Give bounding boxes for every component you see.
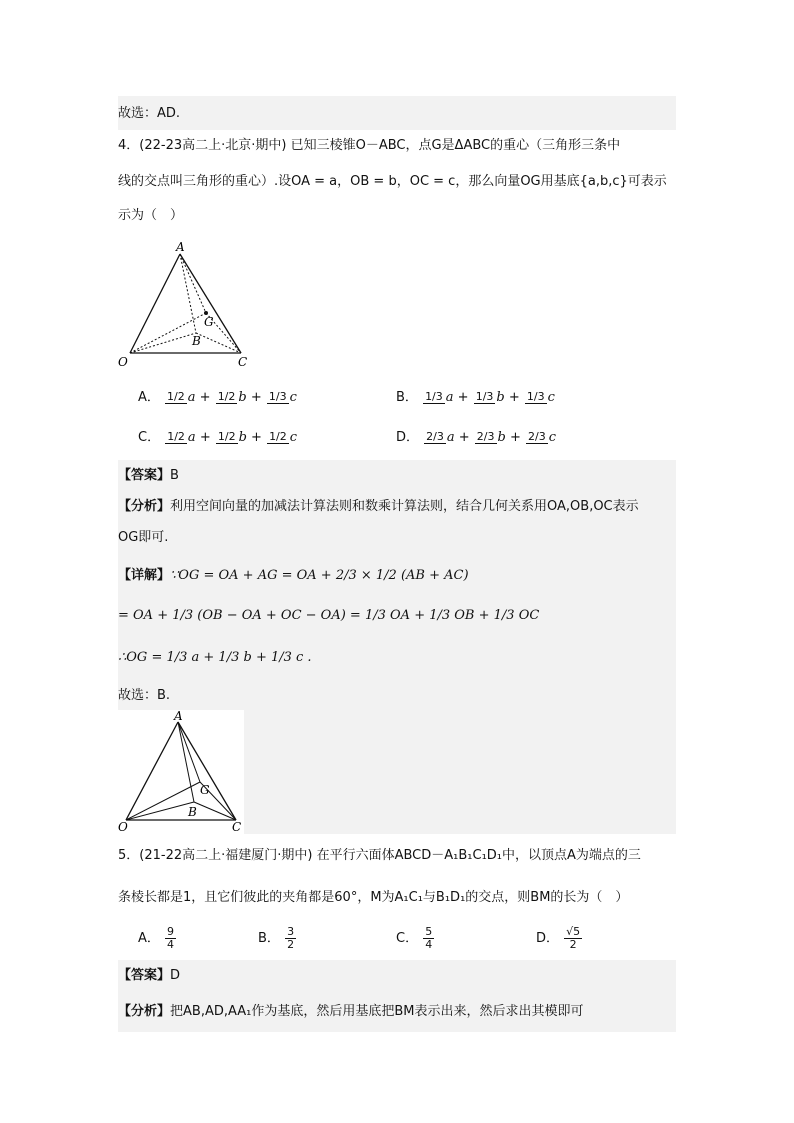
label-O: O — [118, 820, 128, 834]
prev-answer: 故选：AD. — [118, 106, 181, 121]
numerator: √5 — [566, 925, 581, 938]
analysis-tag: 【分析】 — [118, 499, 171, 514]
label-A: A — [174, 710, 183, 723]
q5-analysis-line1 — [118, 1002, 678, 1022]
answer-tag: 【答案】 — [118, 968, 171, 983]
coef: 1/2 — [217, 430, 236, 443]
option-label: A． — [138, 390, 160, 405]
coef: 1/2 — [217, 390, 236, 403]
q4-answer-line — [118, 466, 678, 486]
q5-option-c[interactable] — [396, 926, 435, 951]
coef: 1/3 — [425, 390, 443, 403]
option-label: B． — [396, 390, 418, 405]
q4-line2: 线的交点叫三角形的重心）.设OA = a，OB = b，OC = c，那么向量OG用基底{a,b,c}可表示 — [118, 174, 667, 189]
q5-answer-line — [118, 966, 678, 986]
q5-line2: 条棱长都是1，且它们彼此的夹角都是60°，M为A₁C₁与B₁D₁的交点，则BM的长为（ ） — [118, 890, 629, 905]
numerator: 3 — [287, 925, 295, 938]
q4-analysis-line2: OG即可. — [118, 530, 169, 545]
detail-formula: ∵OG = OA + AG = OA + 2/3 × 1/2 (AB + AC) — [170, 568, 469, 583]
label-B: B — [192, 334, 201, 348]
label-B: B — [188, 805, 197, 819]
q4-conclusion: 故选：B. — [118, 688, 171, 703]
denominator: 4 — [167, 938, 175, 951]
q4-solution-figure — [118, 710, 244, 834]
label-A: A — [176, 240, 185, 254]
coef: 1/2 — [269, 430, 287, 443]
answer-value: D — [170, 968, 181, 983]
q5-option-b[interactable] — [258, 926, 297, 951]
label-G: G — [204, 315, 214, 329]
coef: 2/3 — [528, 430, 546, 443]
denominator: 2 — [287, 938, 295, 951]
answer-tag: 【答案】 — [118, 468, 171, 483]
label-G: G — [200, 783, 210, 797]
coef: 1/2 — [167, 430, 185, 443]
q4-option-d[interactable]: D． 2/3 a + 2/3 b + 2/3 c — [396, 430, 556, 445]
coef: 1/3 — [475, 390, 494, 403]
option-label: A． — [138, 931, 160, 946]
option-label: C． — [138, 430, 161, 445]
coef: 1/3 — [526, 390, 545, 403]
q4-option-b[interactable]: B． 1/3 a + 1/3 b + 1/3 c — [396, 390, 555, 405]
q4-option-c[interactable]: C． 1/2 a + 1/2 b + 1/2 c — [138, 430, 298, 445]
option-label: C． — [396, 931, 419, 946]
analysis-tag: 【分析】 — [118, 1004, 171, 1019]
q4-detail-line1 — [118, 566, 678, 586]
option-label: D． — [536, 931, 560, 946]
answer-value: B — [170, 468, 179, 483]
q4-analysis-line1 — [118, 497, 678, 517]
label-C: C — [238, 355, 248, 368]
q5-option-a[interactable] — [138, 926, 177, 951]
analysis-text: 利用空间向量的加减法计算法则和数乘计算法则，结合几何关系用OA,OB,OC表示 — [170, 499, 639, 514]
q4-detail-line2: = OA + 1/3 (OB − OA + OC − OA) = 1/3 OA + 1/3 OB + 1/3 OC — [118, 608, 540, 623]
analysis-text: 把AB,AD,AA₁作为基底，然后用基底把BM表示出来，然后求出其模即可 — [170, 1004, 584, 1019]
q4-line3: 示为（ ） — [118, 208, 184, 223]
coef: 2/3 — [476, 430, 495, 443]
coef: 2/3 — [426, 430, 444, 443]
q4-header: 4．(22-23高二上·北京·期中) 已知三棱锥O－ABC，点G是ΔABC的重心（三角形三条中 — [118, 138, 621, 153]
q5-header: 5．(21-22高二上·福建厦门·期中) 在平行六面体ABCD－A₁B₁C₁D₁中，以顶点A为端点的三 — [118, 848, 641, 863]
numerator: 9 — [167, 925, 175, 938]
coef: 1/2 — [167, 390, 185, 403]
denominator: 4 — [425, 938, 433, 951]
numerator: 5 — [425, 925, 433, 938]
coef: 1/3 — [268, 390, 287, 403]
label-O: O — [118, 355, 128, 368]
q4-option-a[interactable]: A． 1/2 a + 1/2 b + 1/3 c — [138, 390, 297, 405]
denominator: 2 — [569, 938, 577, 951]
q5-option-d[interactable] — [536, 926, 583, 951]
q4-tetrahedron-figure — [116, 240, 256, 368]
q4-detail-line3: ∴OG = 1/3 a + 1/3 b + 1/3 c . — [118, 650, 312, 665]
option-label: D． — [396, 430, 420, 445]
detail-tag: 【详解】 — [118, 568, 171, 583]
label-C: C — [232, 820, 242, 834]
option-label: B． — [258, 931, 280, 946]
